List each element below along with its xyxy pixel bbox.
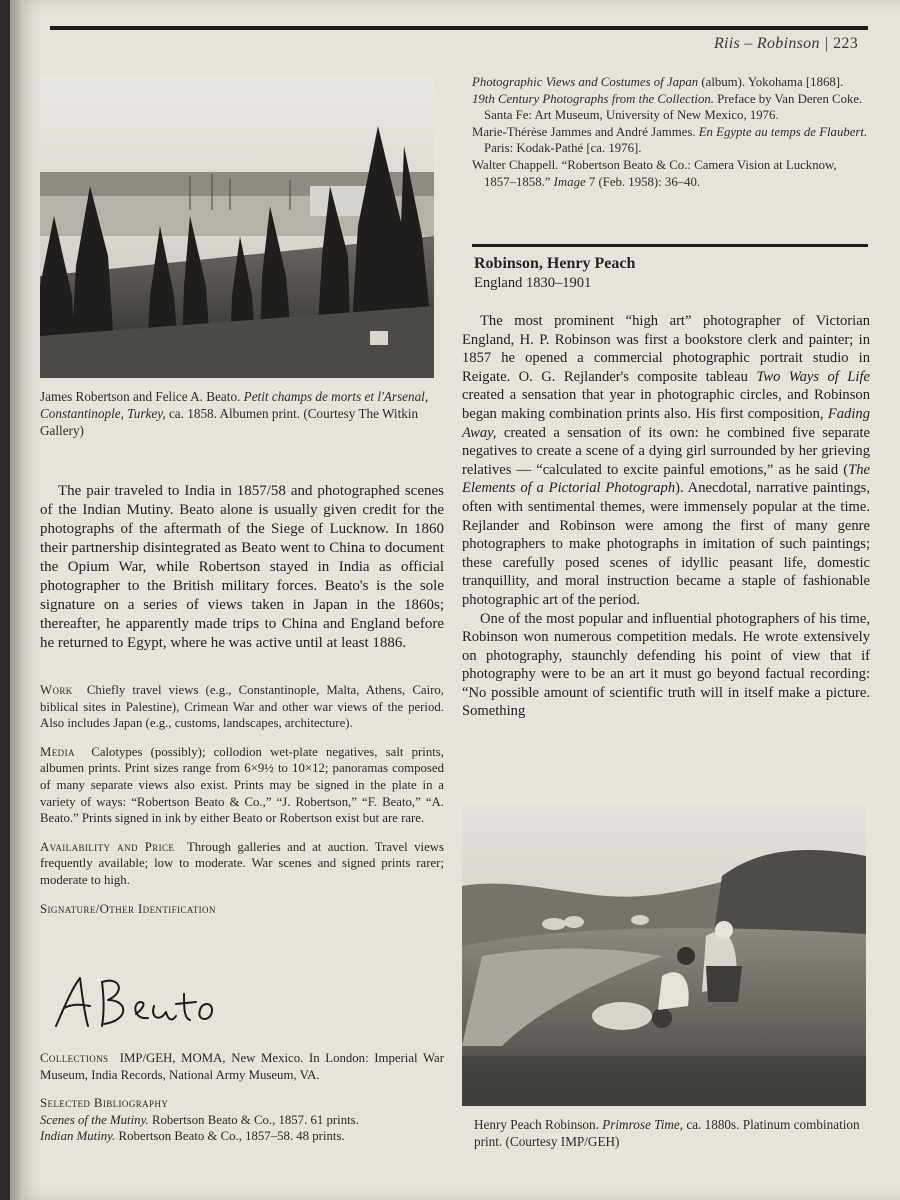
entry-heading	[474, 255, 635, 292]
entry-rule	[472, 244, 868, 247]
top-rule	[50, 26, 868, 30]
primrose-time-caption-title: Primrose Time,	[602, 1117, 684, 1132]
media-text: Calotypes (possibly); collodion wet-plate negatives, salt prints, albumen prints. Print sizes range from 6×9½ to 10×12; panoramas composed of many separate views also exist. Prints may be signed in the plate in a variety of ways: “Robertson Beato & Co.,” “J. Robertson,” “F. Beato,” “A. Beato.” Prints signed in ink by either Beato or Robertson exist but are rare.	[40, 744, 444, 826]
bibliography-right	[472, 74, 870, 190]
collections-section	[40, 1050, 444, 1083]
page-number: 223	[833, 35, 858, 52]
bibliography-right-item-4: Walter Chappell. “Robertson Beato & Co.: Camera Vision at Lucknow, 1857–1858.” Image 7 (Feb. 1958): 36–40.	[472, 157, 837, 189]
primrose-time-photo-graphic	[462, 806, 866, 1106]
left-details-lower	[40, 1050, 444, 1145]
constantinople-caption-title: Petit champs de morts et l'Arsenal, Constantinople, Turkey,	[40, 389, 429, 421]
primrose-time-photo	[462, 806, 866, 1106]
left-details	[40, 682, 444, 929]
media-section	[40, 744, 444, 827]
book-page	[10, 0, 900, 1200]
availability-section	[40, 839, 444, 889]
availability-text: Through galleries and at auction. Travel views frequently available; low to moderate. War scenes and signed prints rarer; moderate to high.	[40, 839, 444, 887]
bibliography-right-item-1: Photographic Views and Costumes of Japan (album). Yokohama [1868].	[472, 75, 844, 89]
entry-name: Robinson, Henry Peach	[474, 255, 636, 272]
bibliography-label: Selected Bibliography	[40, 1096, 169, 1111]
signature-section	[40, 901, 444, 918]
constantinople-photo	[40, 76, 434, 378]
running-head: Riis – Robinson | 223	[713, 35, 858, 52]
entry-dates: England 1830–1901	[474, 275, 592, 291]
left-body-text	[40, 482, 444, 653]
constantinople-caption: James Robertson and Felice A. Beato. Petit champs de morts et l'Arsenal, Constantinople, Turkey, ca. 1858. Albumen print. (Courtesy The Witkin Gallery)	[40, 389, 429, 438]
signature-label: Signature/Other Identification	[40, 901, 216, 916]
media-label: Media	[40, 744, 75, 759]
robinson-paragraph-2: One of the most popular and influential photographers of his time, Robinson won numerous competition medals. He wrote extensively on photography, staunchly defending his point of view that if photography were to be an art it must go beyond factual recording: “No possible amount of scientific truth will in itself make a picture. Something	[462, 610, 870, 720]
bibliography-left-item-2: Indian Mutiny. Robertson Beato & Co., 1857–58. 48 prints.	[40, 1129, 345, 1144]
elements-title: The Elements of a Pictorial Photograph	[462, 461, 870, 497]
beato-signature	[50, 968, 250, 1038]
bibliography-right-item-2: 19th Century Photographs from the Collection. Preface by Van Deren Coke. Santa Fe: Art Museum, University of New Mexico, 1976.	[472, 91, 863, 123]
right-body-text	[462, 312, 870, 721]
previous-page-edge	[10, 0, 24, 1200]
bibliography-left-item-1: Scenes of the Mutiny. Robertson Beato & Co., 1857. 61 prints.	[40, 1112, 359, 1127]
beato-paragraph: The pair traveled to India in 1857/58 and photographed scenes of the Indian Mutiny. Beato alone is usually given credit for the photographs of the aftermath of the Siege of Lucknow. In 1860 their partnership disintegrated as Beato went to China to document the Opium War, while Robertson stayed in India as official photographer to the British military forces. Beato's is the sole signature on a series of views taken in Japan in the 1860s; thereafter, he apparently made trips to China and England before he returned to Egypt, where he was active until at least 1886.	[40, 483, 444, 651]
primrose-time-caption: Henry Peach Robinson. Primrose Time, ca. 1880s. Platinum combination print. (Courtesy IMP/GEH)	[474, 1117, 860, 1149]
robinson-paragraph-1: The most prominent “high art” photographer of Victorian England, H. P. Robinson was first a bookstore clerk and painter; in 1857 he opened a commercial photographic portrait studio in Reigate. O. G. Rejlander's composite tableau Two Ways of Life created a sensation that year in photographic circles, and Robinson began making combination prints also. His first composition, Fading Away, created a sensation of its own: he combined five separate negatives to create a scene of a dying girl surrounded by her grieving relatives — “calculated to excite painful emotions,” as he said (The Elements of a Pictorial Photograph). Anecdotal, narrative paintings, often with sentimental themes, were immensely popular at the time. Rejlander and Robinson were among the first of many genre photographers to make photographs in imitation of such paintings; these carefully posed scenes of idyllic peasant life, domestic tranquillity, and moral instruction became a staple of fashionable photographic art of the period.	[462, 313, 870, 608]
work-section	[40, 682, 444, 732]
collections-text: IMP/GEH, MOMA, New Mexico. In London: Imperial War Museum, India Records, National Army Museum, VA.	[40, 1051, 445, 1082]
bibliography-right-item-3: Marie-Thérèse Jammes and André Jammes. En Egypte au temps de Flaubert. Paris: Kodak-Pathé [ca. 1976].	[472, 124, 868, 156]
availability-label: Availability and Price	[40, 839, 175, 854]
two-ways-of-life-title: Two Ways of Life	[756, 368, 870, 385]
constantinople-photo-graphic	[40, 76, 434, 378]
work-text: Chiefly travel views (e.g., Constantinople, Malta, Athens, Cairo, biblical sites in Palestine), Crimean War and other war views of the period. Also includes Japan (e.g., customs, landscapes, architecture).	[40, 683, 444, 731]
bibliography-left-section	[40, 1095, 444, 1145]
fading-away-title: Fading Away,	[462, 405, 870, 441]
work-label: Work	[40, 683, 73, 697]
collections-label: Collections	[40, 1051, 109, 1065]
running-head-title: Riis – Robinson	[713, 35, 820, 52]
beato-signature-graphic	[50, 968, 250, 1038]
